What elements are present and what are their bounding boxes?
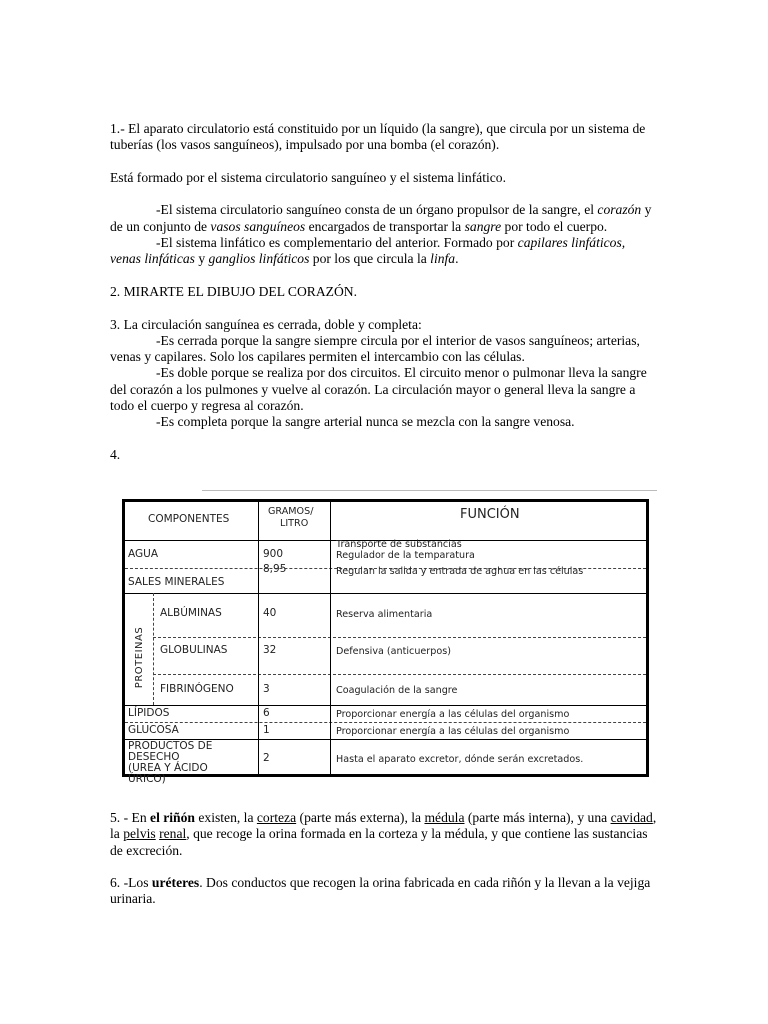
- document-body-lower: [110, 810, 658, 908]
- row-glucosa-name: GLUCOSA: [128, 724, 179, 736]
- row-fibrinogeno-name: FIBRINÓGENO: [160, 683, 234, 695]
- row-productos-name-3: (UREA Y ÁCIDO: [128, 762, 208, 774]
- row-agua-func-2: Regulador de la temparatura: [336, 550, 475, 561]
- row-sales-grams: 8,95: [263, 563, 287, 575]
- header-funcion: FUNCIÓN: [460, 507, 520, 522]
- paragraph-4-number: 4.: [110, 446, 121, 462]
- row-glucosa-grams: 1: [263, 724, 270, 736]
- row-sales-func: Regulan la salida y entrada de aghua en las células: [336, 566, 584, 577]
- paragraph-3: -El sistema circulatorio sanguíneo consta de un órgano propulsor de la sangre, el corazón y de un conjunto de vasos sanguíneos encargados de transportar la sangre por todo el cuerpo.: [110, 202, 652, 234]
- paragraph-heading-2: 2. MIRARTE EL DIBUJO DEL CORAZÓN.: [110, 283, 358, 299]
- row-lipidos-grams: 6: [263, 707, 270, 719]
- paragraph-cerrada: -Es cerrada porque la sangre siempre circula por el interior de vasos sanguíneos; arterias, venas y capilares. Solo los capilares permiten el intercambio con las células.: [110, 332, 640, 365]
- row-globulinas-func: Defensiva (anticuerpos): [336, 646, 451, 657]
- row-globulinas-name: GLOBULINAS: [160, 644, 228, 656]
- row-fibrinogeno-func: Coagulación de la sangre: [336, 685, 458, 696]
- row-agua-func-1: Transporte de substancias: [336, 539, 462, 550]
- row-agua-grams: 900: [263, 548, 284, 560]
- label-proteinas: PROTEINAS: [134, 626, 146, 688]
- row-glucosa-func: Proporcionar energía a las células del organismo: [336, 726, 570, 737]
- paragraph-4: -El sistema linfático es complementario del anterior. Formado por capilares linfáticos, venas linfáticas y ganglios linfáticos por los que circula la linfa.: [110, 235, 626, 267]
- row-productos-name-2: DESECHO: [128, 751, 180, 763]
- document-body: [110, 121, 658, 463]
- paragraph-6: 6. -Los uréteres. Dos conductos que recogen la orina fabricada en cada riñón y la llevan a la vejiga urinaria.: [110, 875, 651, 907]
- paragraph-3-intro: 3. La circulación sanguínea es cerrada, doble y completa:: [110, 316, 422, 332]
- row-globulinas-grams: 32: [263, 644, 277, 656]
- header-litro: LITRO: [280, 518, 309, 529]
- row-fibrinogeno-grams: 3: [263, 683, 270, 695]
- row-productos-grams: 2: [263, 752, 270, 764]
- paragraph-completa: -Es completa porque la sangre arterial nunca se mezcla con la sangre venosa.: [156, 414, 575, 430]
- row-lipidos-func: Proporcionar energía a las células del organismo: [336, 709, 570, 720]
- table-top-edge: [202, 490, 657, 491]
- row-productos-func: Hasta el aparato excretor, dónde serán excretados.: [336, 754, 584, 765]
- blood-components-table: [122, 499, 649, 785]
- row-lipidos-name: LÍPIDOS: [128, 707, 170, 719]
- paragraph-doble: -Es doble porque se realiza por dos circuitos. El circuito menor o pulmonar lleva la sangre del corazón a los pulmones y vuelve al corazón. La circulación mayor o general lleva la sangre a todo el cuerpo y regresa al corazón.: [110, 365, 647, 414]
- paragraph-2: Está formado por el sistema circulatorio sanguíneo y el sistema linfático.: [110, 169, 506, 185]
- paragraph-5: 5. - En el riñón existen, la corteza (parte más externa), la médula (parte más interna), y una cavidad, la pelvis renal, que recoge la orina formada en la corteza y la médula, y que contiene las sustancias de excreción.: [110, 810, 657, 858]
- blood-components-table-image: [110, 490, 658, 790]
- paragraph-1: 1.- El aparato circulatorio está constituido por un líquido (la sangre), que circula por un sistema de tuberías (los vasos sanguíneos), impulsado por una bomba (el corazón).: [110, 121, 646, 153]
- row-sales-name: SALES MINERALES: [128, 576, 225, 588]
- header-componentes: COMPONENTES: [148, 513, 230, 525]
- header-gramos: GRAMOS/: [268, 506, 314, 517]
- row-productos-name-1: PRODUCTOS DE: [128, 740, 213, 752]
- row-agua-name: AGUA: [128, 548, 159, 560]
- row-albuminas-name: ALBÚMINAS: [160, 607, 222, 619]
- row-albuminas-func: Reserva alimentaria: [336, 609, 433, 620]
- row-albuminas-grams: 40: [263, 607, 277, 619]
- row-productos-name-4: ÚRICO): [128, 773, 166, 785]
